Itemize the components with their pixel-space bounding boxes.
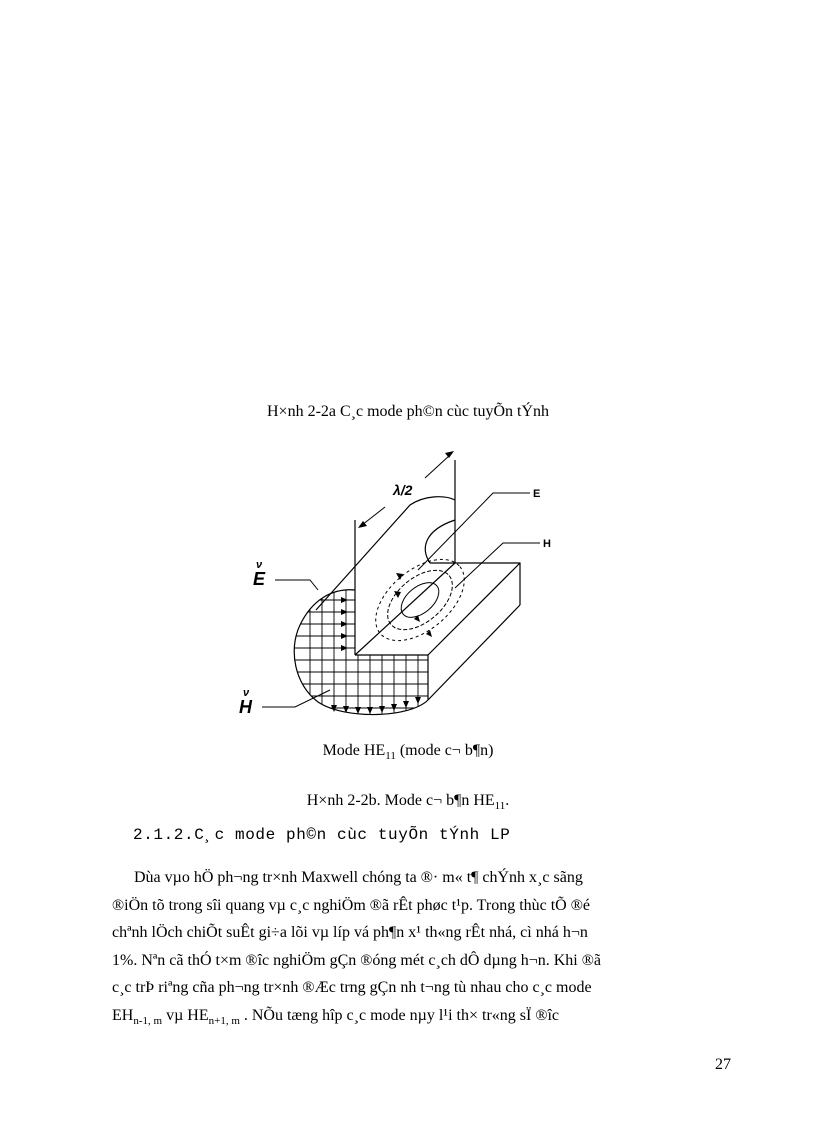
body-line-last: $EH_{n-1, m}$ vµ $HE_{n+1, m}$ . NÕu tæng hîp c¸c mode nµy l¹i th× tr«ng sÏ ®îc: [112, 1006, 560, 1027]
e-vector-mark: ν: [256, 559, 263, 571]
e-vector-label: E: [253, 569, 266, 589]
h-vector-mark: ν: [243, 687, 250, 699]
body-paragraph: [112, 864, 720, 1035]
mode-caption: Mode $HE_{11}$ (mode c¬ b¶n): [322, 742, 494, 763]
field-loops: [361, 544, 479, 657]
body-line: ®iÖn tõ trong sîi quang vµ c¸c nghiÖm ®ã rÊt phøc t¹p. Trong thùc tÕ ®é: [112, 896, 590, 914]
body-line: 1%. Nªn cã thÓ t×m ®îc nghiÖm gÇn ®óng mét c¸ch dÔ dµng h¬n. Khi ®ã: [112, 951, 601, 969]
lambda-label: λ/2: [393, 482, 413, 498]
h-line-label: H: [543, 538, 551, 550]
figure-caption-top: H×nh 2-2a C¸c mode ph©n cùc tuyÕn tÝnh: [266, 403, 549, 420]
section-heading: 2.1.2.C¸c mode ph©n cùc tuyÕn tÝnh LP: [133, 826, 511, 844]
mode-diagram: [228, 440, 588, 730]
e-line-label: E: [533, 488, 541, 500]
h-vector-label: H: [239, 697, 252, 717]
e-field-arrows: [341, 597, 348, 651]
body-line: c¸c trÞ riªng cña ph¬ng tr×nh ®Æc trng gÇn nh t¬ng tù nhau cho c¸c mode: [112, 979, 592, 996]
body-line: Dùa vµo hÖ ph¬ng tr×nh Maxwell chóng ta ®· m« t¶ chÝnh x¸c sãng: [134, 869, 583, 886]
body-line: chªnh lÖch chiÕt suÊt gi÷a lõi vµ líp vá ph¶n x¹ th«ng rÊt nhá, cì nhá h¬n: [112, 924, 588, 941]
figure-caption-bottom: H×nh 2-2b. Mode c¬ b¶n $HE_{11}$.: [306, 792, 510, 813]
page-number: 27: [715, 1056, 731, 1073]
pointer-lines: [262, 493, 540, 707]
fiber-outline: [294, 460, 520, 715]
